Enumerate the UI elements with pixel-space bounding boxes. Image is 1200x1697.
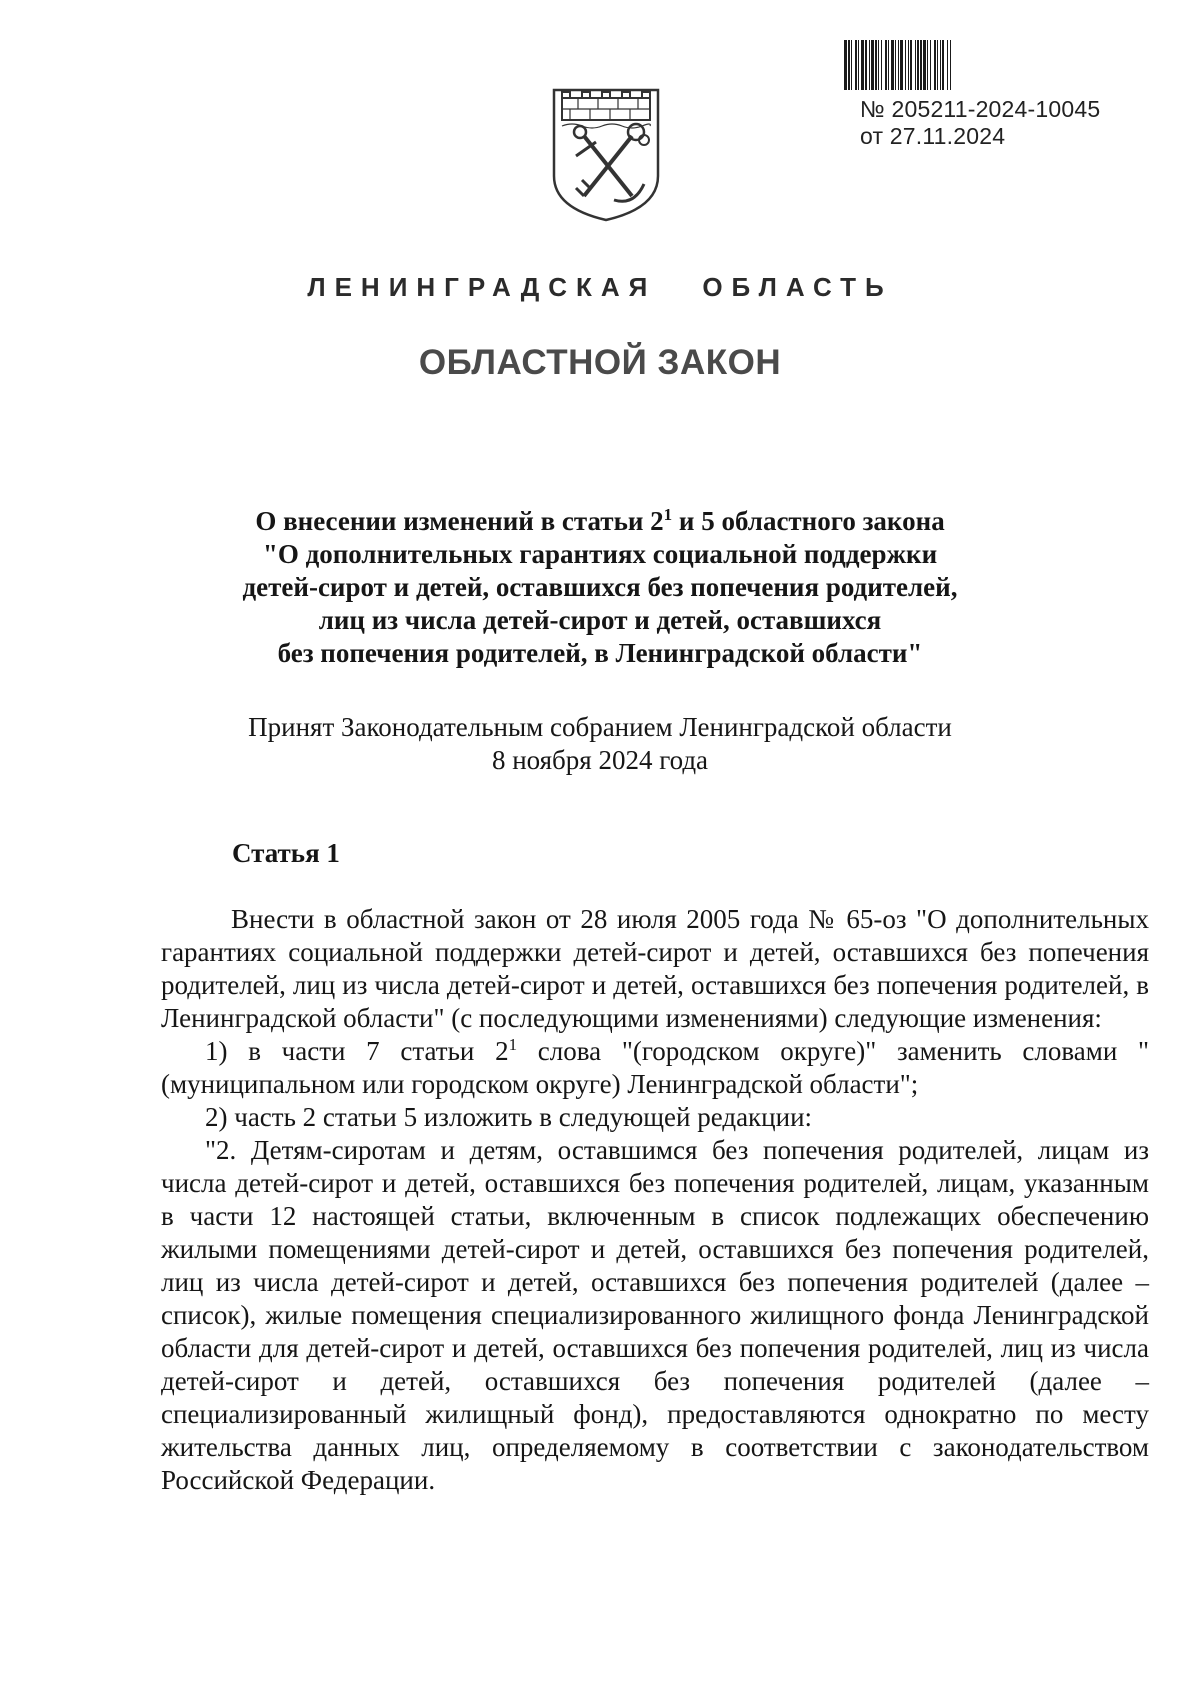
registration-stamp xyxy=(860,96,1100,150)
barcode-bar xyxy=(951,40,952,90)
title-line-3: детей-сирот и детей, оставшихся без попечения родителей, xyxy=(242,572,958,602)
law-type-heading: ОБЛАСТНОЙ ЗАКОН xyxy=(418,343,782,382)
title-line-4: лиц из числа детей-сирот и детей, оставшихся xyxy=(318,605,882,635)
adoption-note xyxy=(150,711,1050,777)
article-item-2: 2) часть 2 статьи 5 изложить в следующей редакции: xyxy=(205,1102,813,1132)
title-line-1-a: О внесении изменений в статьи 2 xyxy=(255,506,664,536)
article-intro: Внести в областной закон от 28 июля 2005 года № 65-оз "О дополнительных гарантиях социальной поддержки детей-сирот и детей, оставшихся без попечения родителей, лиц из числа детей-сирот и детей, оставшихся без попечения родителей, в Ленинградской области" (с последующими изменениями) следующие изменения: xyxy=(161,904,1149,1033)
article-quote: "2. Детям-сиротам и детям, оставшимся без попечения родителей, лицам из числа детей-сирот и детей, оставшихся без попечения родителей, лицам, указанным в части 12 настоящей статьи, включенным в список подлежащих обеспечению жилыми помещениями детей-сирот и детей, оставшихся без попечения родителей, лиц из числа детей-сирот и детей, оставшихся без попечения родителей (далее – список), жилые помещения специализированного жилищного фонда Ленинградской области для детей-сирот и детей, оставшихся без попечения родителей, лиц из числа детей-сирот и детей, оставшихся без попечения родителей (далее – специализированный жилищный фонд), предоставляются однократно по месту жительства данных лиц, определяемому в соответствии с законодательством Российской Федерации. xyxy=(161,1135,1149,1495)
title-line-1 xyxy=(150,505,1050,538)
adoption-date: 8 ноября 2024 года xyxy=(491,745,709,775)
adoption-line-1: Принят Законодательным собранием Ленинградской области xyxy=(248,712,952,742)
region-word-1: ЛЕНИНГРАДСКАЯ xyxy=(307,272,657,302)
item-1-sup: 1 xyxy=(508,1035,518,1054)
barcode xyxy=(844,40,1104,90)
title-line-1-sup: 1 xyxy=(663,505,673,524)
title-line-2: "О дополнительных гарантиях социальной поддержки xyxy=(262,539,938,569)
article-body xyxy=(161,903,1149,1497)
article-item-1 xyxy=(161,1035,1149,1101)
title-line-5: без попечения родителей, в Ленинградской области" xyxy=(277,638,923,668)
law-title xyxy=(150,505,1050,670)
region-word-2: ОБЛАСТЬ xyxy=(702,272,893,302)
region-heading xyxy=(0,272,1200,303)
item-1-text-b: слова "(городском округе)" заменить словами "(муниципальном или городском округе) Ленинградской области"; xyxy=(161,1036,1150,1099)
coat-of-arms-icon xyxy=(548,84,664,224)
title-line-1-b: и 5 областного закона xyxy=(672,506,945,536)
item-1-text-a: 1) в части 7 статьи 2 xyxy=(205,1036,509,1066)
article-heading: Статья 1 xyxy=(232,838,340,868)
registration-date: от 27.11.2024 xyxy=(860,123,1006,149)
registration-number: № 205211-2024-10045 xyxy=(860,96,1101,122)
